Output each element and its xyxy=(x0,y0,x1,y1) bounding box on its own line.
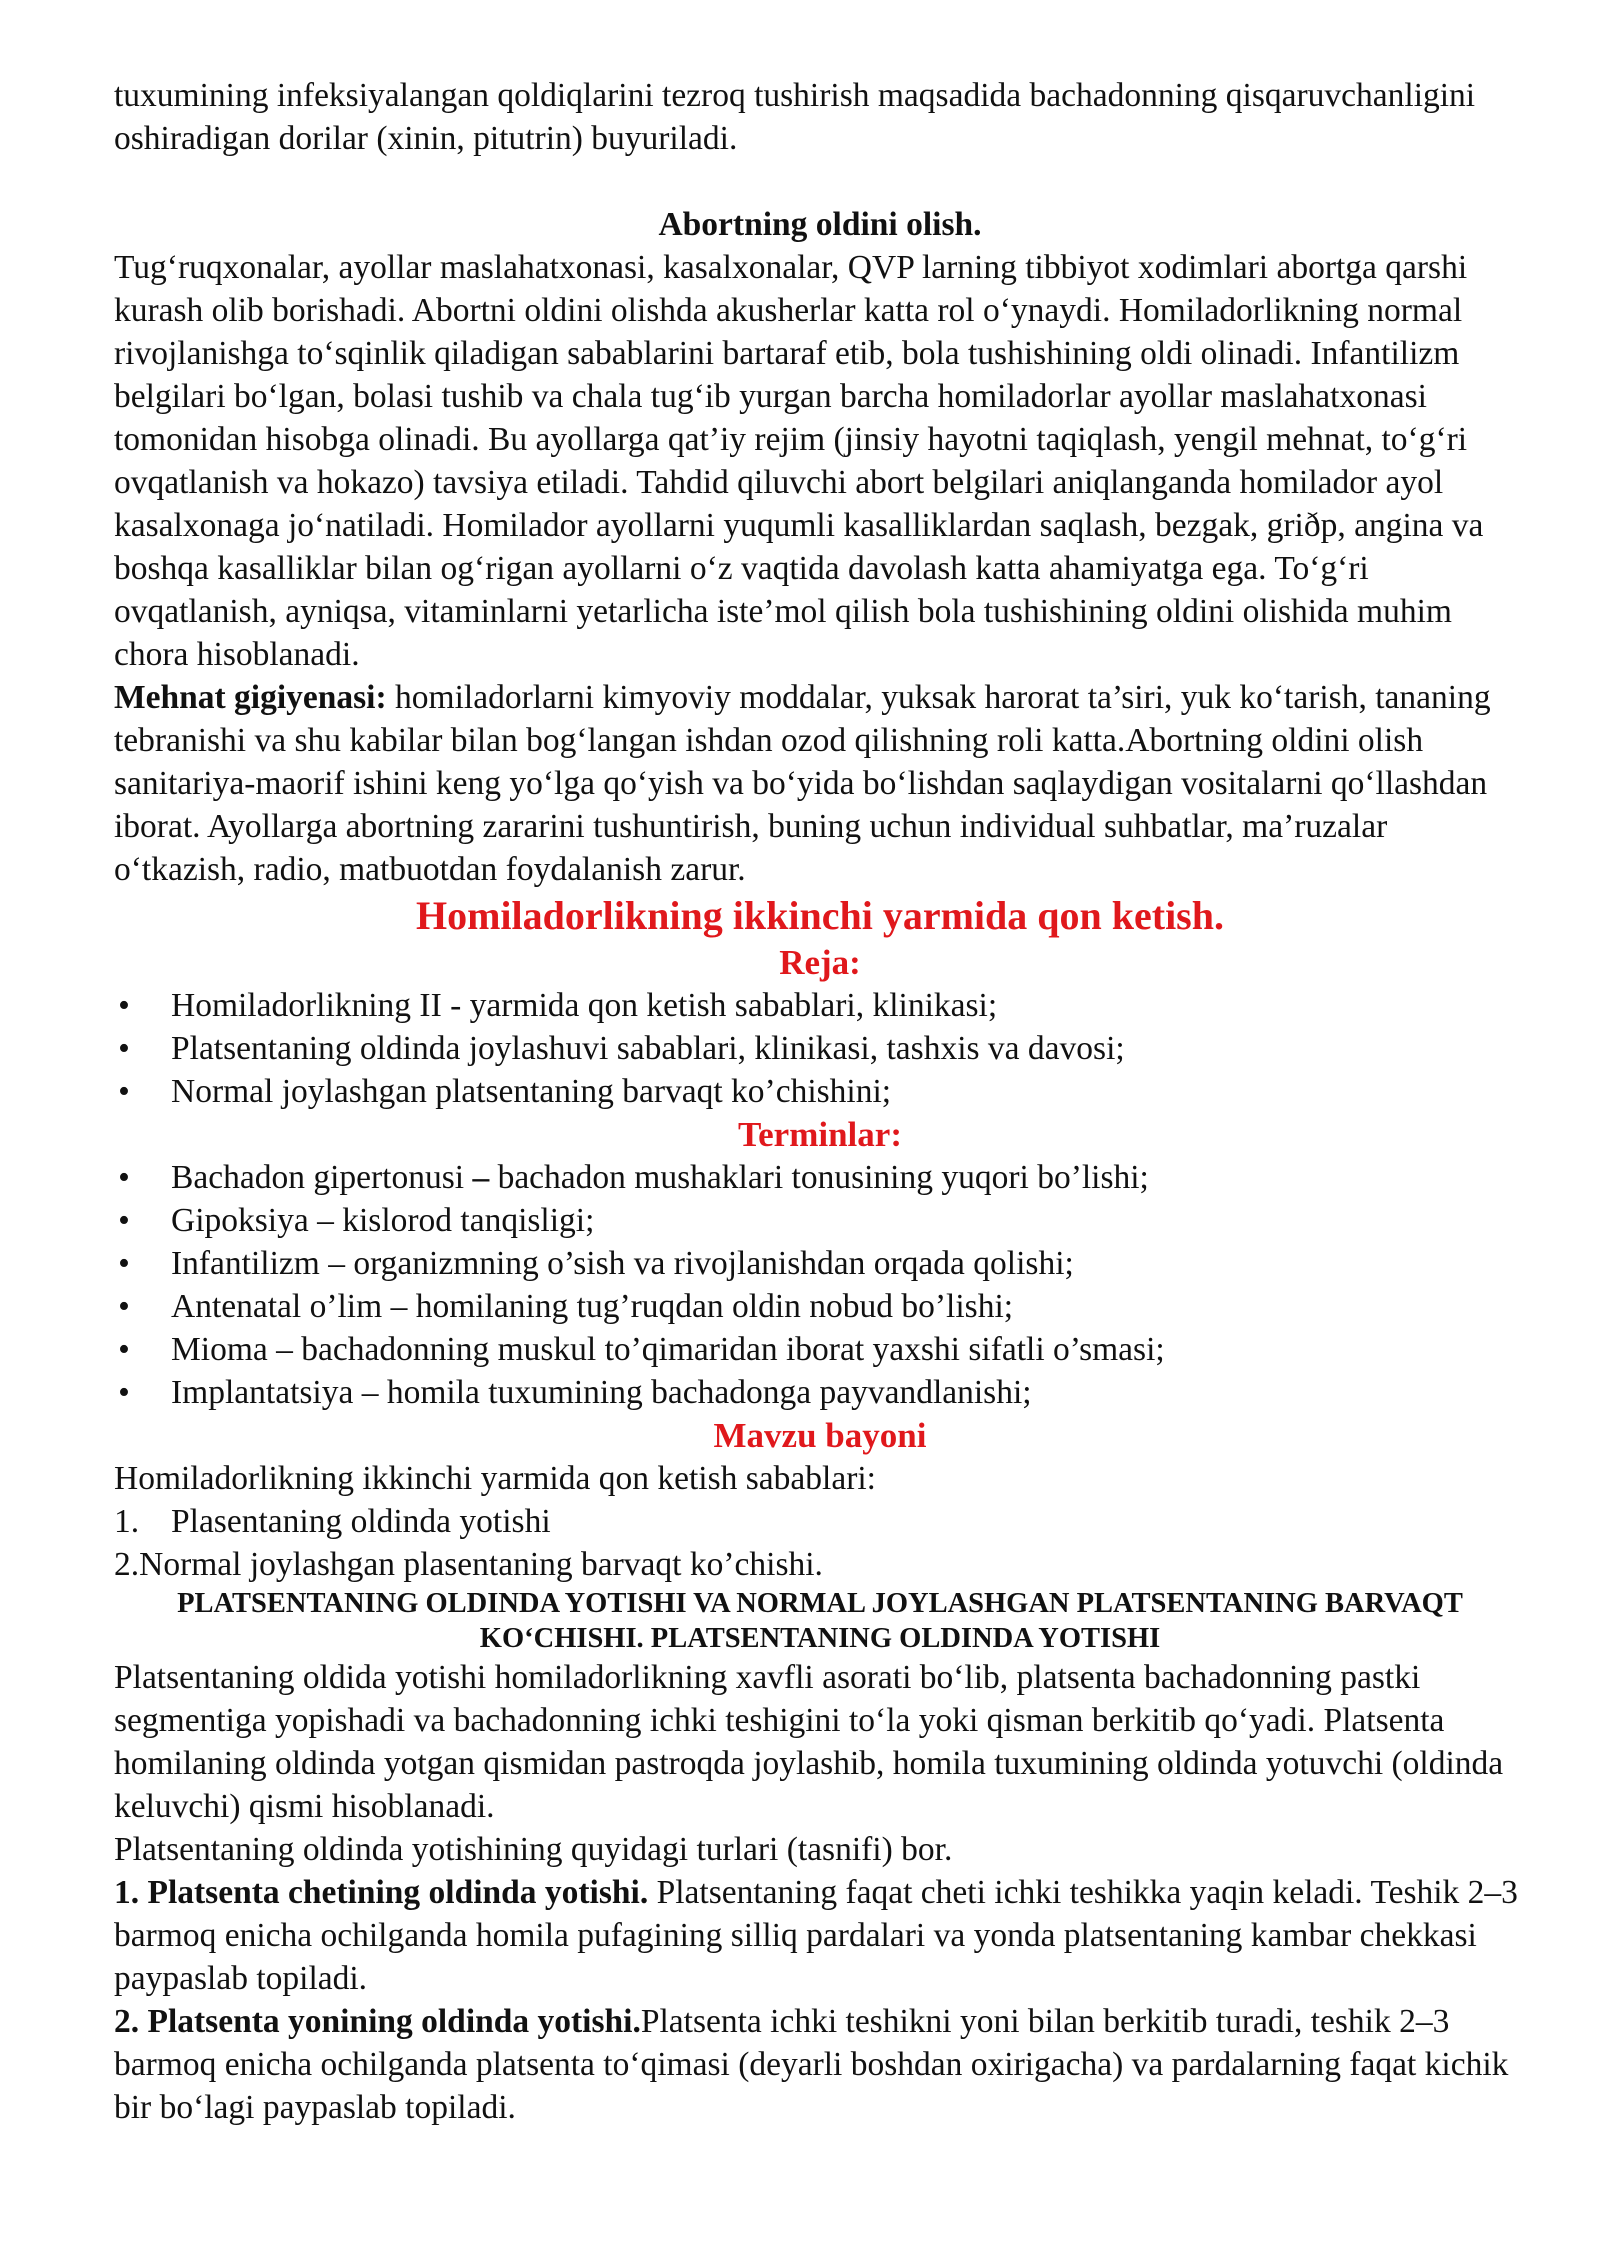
mehnat-label: Mehnat gigiyenasi: xyxy=(114,679,387,716)
topic-title: Homiladorlikning ikkinchi yarmida qon ketish. xyxy=(416,893,1224,938)
list-item xyxy=(114,1027,1526,1070)
platsenta-type-1 xyxy=(114,1871,1526,2000)
list-item xyxy=(114,1070,1526,1113)
list-item xyxy=(114,1156,1526,1199)
platsenta-paragraph-1: Platsentaning oldida yotishi homiladorlikning xavfli asorati bo‘lib, platsenta bachadonning pastki segmentiga yopishadi va bachadonning ichki teshigini to‘la yoki qisman berkitib qo‘yadi. Platsenta homilaning oldinda yotgan qismidan pastroqda joylashib, homila tuxumining oldinda yotuvchi (oldinda keluvchi) qismi hisoblanadi. xyxy=(114,1659,1504,1825)
term-dash: – xyxy=(361,1374,379,1411)
reja-heading: Reja: xyxy=(779,943,861,982)
term-definition: bachadon mushaklari tonusining yuqori bo’lishi; xyxy=(489,1159,1149,1196)
type-1-label: 1. Platsenta chetining oldinda yotishi. xyxy=(114,1874,649,1911)
term-definition: homila tuxumining bachadonga payvandlanishi; xyxy=(378,1374,1032,1411)
cause-item xyxy=(114,1543,1526,1586)
terminlar-heading: Terminlar: xyxy=(738,1115,902,1154)
term-definition: homilaning tug’ruqdan oldin nobud bo’lishi; xyxy=(407,1288,1014,1325)
term-definition: bachadonning muskul to’qimaridan iborat yaxshi sifatli o’smasi; xyxy=(292,1331,1165,1368)
platsenta-type-2 xyxy=(114,2000,1526,2129)
term: Infantilizm xyxy=(171,1245,329,1282)
reja-item-text: Normal joylashgan platsentaning barvaqt ko’chishini; xyxy=(171,1073,892,1110)
bullet-icon: • xyxy=(118,1288,130,1325)
terminlar-list xyxy=(114,1156,1526,1414)
term: Antenatal o’lim xyxy=(171,1288,391,1325)
platsenta-paragraph-2: Platsentaning oldinda yotishining quyidagi turlari (tasnifi) bor. xyxy=(114,1831,953,1868)
cause-item xyxy=(114,1500,1526,1543)
bullet-icon: • xyxy=(118,1159,130,1196)
term: Bachadon gipertonusi xyxy=(171,1159,473,1196)
term-dash: – xyxy=(276,1331,293,1368)
abort-body: Tug‘ruqxonalar, ayollar maslahatxonasi, kasalxonalar, QVP larning tibbiyot xodimlari abortga qarshi kurash olib borishadi. Abortni oldini olishda akusherlar katta rol o‘ynaydi. Homiladorlikning normal rivojlanishga to‘sqinlik qiladigan sabablarini bartaraf etib, bola tushishining oldi olinadi. Infantilizm belgilari bo‘lgan, bolasi tushib va chala tug‘ib yurgan barcha homiladorlar ayollar maslahatxonasi tomonidan hisobga olinadi. Bu ayollarga qat’iy rejim (jinsiy hayotni taqiqlash, yengil mehnat, to‘g‘ri ovqatlanish va hokazo) tavsiya etiladi. Tahdid qiluvchi abort belgilari aniqlanganda homilador ayol kasalxonaga jo‘natiladi. Homilador ayollarni yuqumli kasalliklardan saqlash, bezgak, griðp, angina va boshqa kasalliklar bilan og‘rigan ayollarni o‘z vaqtida davolash katta ahamiyatga ega. To‘g‘ri ovqatlanish, ayniqsa, vitaminlarni yetarlicha iste’mol qilish bola tushishining oldini olishida muhim chora hisoblanadi. xyxy=(114,249,1484,673)
cause-number: 1. xyxy=(114,1503,140,1540)
bullet-icon: • xyxy=(118,1202,130,1239)
term: Gipoksiya xyxy=(171,1202,318,1239)
type-2-text: Platsenta ichki teshikni yoni bilan berkitib turadi, teshik 2–3 barmoq enicha ochilganda platsenta to‘qimasi (deyarli boshdan oxirigacha) va pardalarning faqat kichik bir bo‘lagi paypaslab topiladi. xyxy=(114,2003,1509,2126)
type-2-label: 2. Platsenta yonining oldinda yotishi. xyxy=(114,2003,641,2040)
bullet-icon: • xyxy=(118,1030,130,1067)
bullet-icon: • xyxy=(118,1245,130,1282)
spacer xyxy=(114,160,1526,203)
list-item xyxy=(114,1285,1526,1328)
mavzu-intro: Homiladorlikning ikkinchi yarmida qon ketish sabablari: xyxy=(114,1460,876,1497)
list-item xyxy=(114,1199,1526,1242)
term-dash: – xyxy=(472,1159,490,1196)
list-item xyxy=(114,984,1526,1027)
paragraph-intro: tuxumining infeksiyalangan qoldiqlarini tezroq tushirish maqsadida bachadonning qisqaruvchanligini oshiradigan dorilar (xinin, pitutrin) buyuriladi. xyxy=(114,77,1476,157)
type-1-text: Platsentaning faqat cheti ichki teshikka yaqin keladi. Teshik 2–3 barmoq enicha ochilganda homila pufagining silliq pardalari va yonda platsentaning kambar chekkasi paypaslab topiladi. xyxy=(114,1874,1518,1997)
term-dash: – xyxy=(390,1288,408,1325)
cause-text: Plasentaning oldinda yotishi xyxy=(171,1503,551,1540)
cause-number: 2. xyxy=(114,1546,140,1583)
platsenta-caps-heading: PLATSENTANING OLDINDA YOTISHI VA NORMAL JOYLASHGAN PLATSENTANING BARVAQT KO‘CHISHI. PLATSENTANING OLDINDA YOTISHI xyxy=(177,1588,1463,1654)
term: Mioma xyxy=(171,1331,277,1368)
term-dash: – xyxy=(317,1202,334,1239)
cause-text: Normal joylashgan plasentaning barvaqt ko’chishi. xyxy=(139,1546,823,1583)
reja-item-text: Platsentaning oldinda joylashuvi sabablari, klinikasi, tashxis va davosi; xyxy=(171,1030,1125,1067)
reja-item-text: Homiladorlikning II - yarmida qon ketish sabablari, klinikasi; xyxy=(171,987,998,1024)
list-item xyxy=(114,1242,1526,1285)
mavzu-heading: Mavzu bayoni xyxy=(713,1416,927,1455)
term-definition: organizmning o’sish va rivojlanishdan orqada qolishi; xyxy=(344,1245,1074,1282)
list-item xyxy=(114,1371,1526,1414)
reja-list xyxy=(114,984,1526,1113)
bullet-icon: • xyxy=(118,1073,130,1110)
list-item xyxy=(114,1328,1526,1371)
bullet-icon: • xyxy=(118,1331,130,1368)
term: Implantatsiya xyxy=(171,1374,362,1411)
term-dash: – xyxy=(328,1245,345,1282)
bullet-icon: • xyxy=(118,1374,130,1411)
abort-heading: Abortning oldini olish. xyxy=(658,206,982,243)
bullet-icon: • xyxy=(118,987,130,1024)
term-definition: kislorod tanqisligi; xyxy=(333,1202,595,1239)
mehnat-paragraph xyxy=(114,676,1526,891)
mehnat-text: homiladorlarni kimyoviy moddalar, yuksak harorat ta’siri, yuk ko‘tarish, tananing tebranishi va shu kabilar bilan bog‘langan ishdan ozod qilishning roli katta.Abortning oldini olish sanitariya-maorif ishini keng yo‘lga qo‘yish va bo‘yida bo‘lishdan saqlaydigan vositalarni qo‘llashdan iborat. Ayollarga abortning zararini tushuntirish, buning uchun individual suhbatlar, ma’ruzalar o‘tkazish, radio, matbuotdan foydalanish zarur. xyxy=(114,679,1491,888)
